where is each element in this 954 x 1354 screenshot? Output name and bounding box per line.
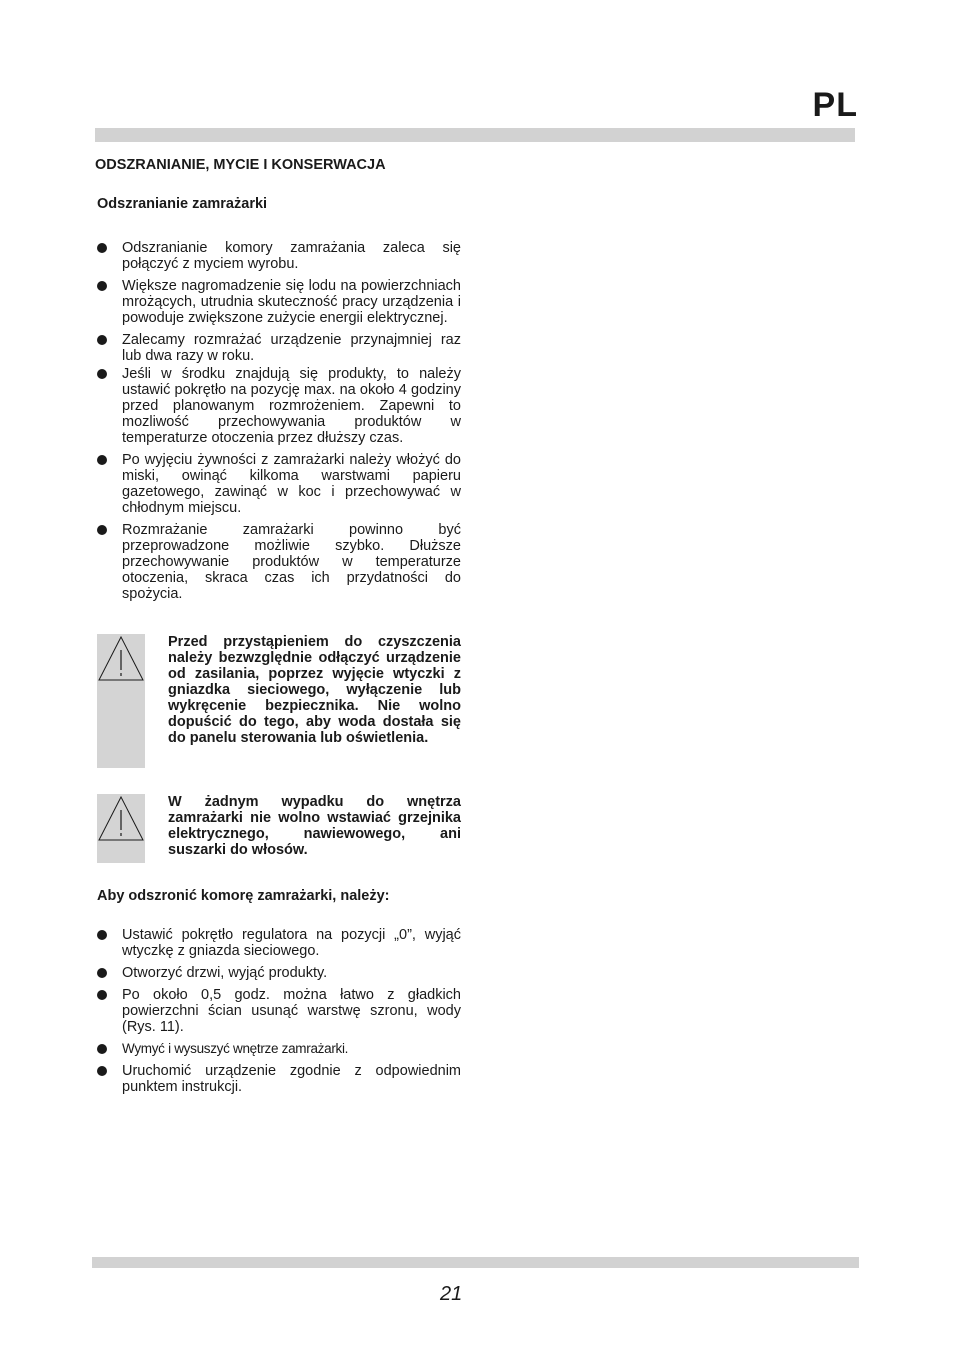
bullet-icon — [97, 455, 107, 465]
defrost-info-list — [95, 240, 461, 608]
header-rule — [95, 128, 855, 142]
list-item: Po około 0,5 godz. można łatwo z gładkich powierzchni ścian usunąć warstwę szronu, wody (Rys. 11). — [95, 987, 461, 1035]
bullet-icon — [97, 369, 107, 379]
warning-triangle-icon — [97, 794, 145, 842]
language-code: PL — [812, 86, 858, 124]
warning-text: Przed przystąpieniem do czyszczenia należy bezwzględnie odłączyć urządzenie od zasilania, poprzez wyjęcie wtyczki z gniazdka sieciowego, wyłączenie lub wykręcenie bezpiecznika. Nie wolno dopuścić do tego, aby woda dostała się do panelu sterowania lub oświetlenia. — [168, 634, 461, 746]
warning-box-heater — [97, 794, 461, 863]
list-item: Większe nagromadzenie się lodu na powierzchniach mrożących, utrudnia skuteczność pracy urządzenia i powoduje zwiększone zużycie energii elektrycznej. — [95, 278, 461, 326]
list-item: Zalecamy rozmrażać urządzenie przynajmniej raz lub dwa razy w roku. — [95, 332, 461, 364]
defrost-steps-list — [95, 927, 461, 1101]
section-title: ODSZRANIANIE, MYCIE I KONSERWACJA — [95, 157, 386, 173]
bullet-icon — [97, 335, 107, 345]
list-item: Otworzyć drzwi, wyjąć produkty. — [95, 965, 461, 981]
list-item: Jeśli w środku znajdują się produkty, to należy ustawić pokrętło na pozycję max. na około 4 godziny przed planowanym rozmrożeniem. Zapewni to mozliwość przechowywania produktów w temperaturze otoczenia przez dłuższy czas. — [95, 366, 461, 446]
list-item: Ustawić pokrętło regulatora na pozycji „0”, wyjąć wtyczkę z gniazda sieciowego. — [95, 927, 461, 959]
list-item: Wymyć i wysuszyć wnętrze zamrażarki. — [95, 1041, 461, 1057]
list-item: Uruchomić urządzenie zgodnie z odpowiednim punktem instrukcji. — [95, 1063, 461, 1095]
footer-rule — [92, 1257, 859, 1268]
warning-box-disconnect — [97, 634, 461, 768]
bullet-icon — [97, 281, 107, 291]
warning-text: W żadnym wypadku do wnętrza zamrażarki nie wolno wstawiać grzejnika elektrycznego, nawiewowego, ani suszarki do włosów. — [168, 794, 461, 858]
bullet-icon — [97, 243, 107, 253]
steps-title: Aby odszronić komorę zamrażarki, należy: — [97, 888, 390, 904]
section-subtitle: Odszranianie zamrażarki — [97, 196, 268, 212]
bullet-icon — [97, 990, 107, 1000]
list-item: Odszranianie komory zamrażania zaleca się połączyć z myciem wyrobu. — [95, 240, 461, 272]
bullet-icon — [97, 968, 107, 978]
page-number: 21 — [440, 1283, 463, 1305]
bullet-icon — [97, 930, 107, 940]
list-item: Po wyjęciu żywności z zamrażarki należy włożyć do miski, owinąć kilkoma warstwami papieru gazetowego, zawinąć w koc i przechowywać w chłodnym miejscu. — [95, 452, 461, 516]
bullet-icon — [97, 525, 107, 535]
warning-triangle-icon — [97, 634, 145, 682]
bullet-icon — [97, 1066, 107, 1076]
list-item: Rozmrażanie zamrażarki powinno być przeprowadzone możliwie szybko. Dłuższe przechowywanie produktów w temperaturze otoczenia, skraca czas ich przydatności do spożycia. — [95, 522, 461, 602]
bullet-icon — [97, 1044, 107, 1054]
